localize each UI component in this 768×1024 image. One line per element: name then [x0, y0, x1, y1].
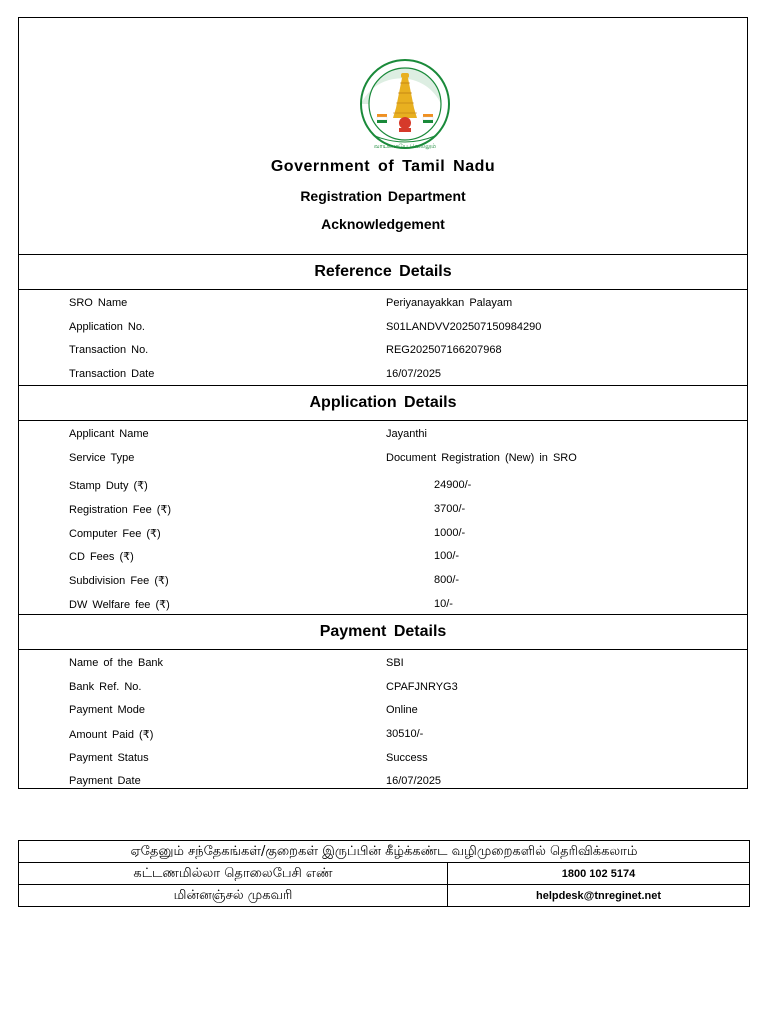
fee-value: 3700/-	[434, 503, 466, 516]
fee-row-computer-fee	[19, 522, 747, 546]
reference-details-body	[19, 290, 747, 386]
field-value: S01LANDVV202507150984290	[386, 320, 542, 333]
reference-details-heading: Reference Details	[19, 255, 747, 290]
field-label: Payment Mode	[69, 704, 145, 717]
field-value: 16/07/2025	[386, 775, 442, 788]
fee-label: CD Fees (₹)	[69, 551, 134, 564]
payment-row-bank-ref	[19, 676, 747, 700]
reference-row-application-no	[19, 316, 747, 340]
field-label: Applicant Name	[69, 428, 149, 440]
field-value: Success	[386, 751, 428, 764]
application-row-applicant-name	[19, 423, 747, 447]
field-label: Payment Status	[69, 751, 149, 764]
fee-label: Computer Fee (₹)	[69, 527, 161, 540]
field-label: Application No.	[69, 320, 145, 333]
email-value[interactable]: helpdesk@tnreginet.net	[448, 885, 750, 907]
field-value: REG202507166207968	[386, 344, 502, 357]
field-value: Document Registration (New) in SRO	[386, 451, 577, 464]
payment-row-payment-status	[19, 747, 747, 771]
fee-row-subdivision-fee	[19, 569, 747, 593]
reference-row-transaction-date	[19, 363, 747, 387]
payment-row-bank-name	[19, 652, 747, 676]
fee-label: DW Welfare fee (₹)	[69, 598, 170, 611]
field-value: SBI	[386, 657, 404, 669]
acknowledgement-title: Acknowledgement	[321, 216, 445, 232]
application-details-body	[19, 421, 747, 615]
document-header	[19, 18, 747, 255]
contact-notice-row	[19, 841, 750, 863]
payment-row-payment-mode	[19, 699, 747, 723]
field-value: CPAFJNRYG3	[386, 680, 458, 693]
field-label: Transaction No.	[69, 344, 149, 357]
payment-row-amount-paid	[19, 723, 747, 747]
field-label: Amount Paid (₹)	[69, 729, 154, 742]
department-title: Registration Department	[300, 188, 466, 204]
fee-value: 10/-	[434, 597, 453, 610]
fee-label: Registration Fee (₹)	[69, 504, 172, 517]
fee-value: 24900/-	[434, 479, 472, 492]
phone-label: கட்டணமில்லா தொலைபேசி எண்	[19, 863, 448, 885]
government-title: Government of Tamil Nadu	[270, 158, 496, 175]
fee-value: 100/-	[434, 550, 460, 563]
phone-value: 1800 102 5174	[448, 863, 750, 885]
fee-row-registration-fee	[19, 498, 747, 522]
payment-details-body	[19, 650, 747, 790]
field-value: Periyanayakkan Palayam	[386, 297, 513, 309]
application-details-heading: Application Details	[19, 386, 747, 421]
field-value: Online	[386, 704, 418, 717]
fee-value: 800/-	[434, 574, 460, 587]
field-value: 16/07/2025	[386, 368, 442, 381]
contact-phone-row	[19, 863, 750, 885]
contact-notice: ஏதேனும் சந்தேகங்கள்/குறைகள் இருப்பின் கீழ்க்கண்ட வழிமுறைகளில் தெரிவிக்கலாம்	[19, 841, 750, 863]
field-label: Bank Ref. No.	[69, 680, 142, 693]
reference-row-transaction-no	[19, 339, 747, 363]
fee-row-stamp-duty	[19, 474, 747, 498]
field-label: Payment Date	[69, 775, 141, 788]
application-row-service-type	[19, 447, 747, 471]
payment-row-payment-date	[19, 770, 747, 794]
field-label: Transaction Date	[69, 368, 155, 381]
emblem-motto: வாய்மையே வெல்லும்	[373, 143, 437, 150]
fee-row-dw-welfare-fee	[19, 593, 747, 617]
payment-details-heading: Payment Details	[19, 615, 747, 650]
reference-row-sro-name	[19, 292, 747, 316]
field-label: Service Type	[69, 451, 135, 464]
contact-email-row	[19, 885, 750, 907]
fee-label: Subdivision Fee (₹)	[69, 575, 169, 588]
field-value: Jayanthi	[386, 428, 427, 440]
email-label: மின்னஞ்சல் முகவரி	[19, 885, 448, 907]
field-label: SRO Name	[69, 297, 128, 309]
fee-value: 1000/-	[434, 526, 466, 539]
field-label: Name of the Bank	[69, 657, 164, 669]
acknowledgement-document	[18, 17, 748, 789]
helpdesk-contact-table	[18, 840, 750, 907]
field-value: 30510/-	[386, 728, 424, 741]
fee-label: Stamp Duty (₹)	[69, 480, 148, 493]
tamil-nadu-emblem-icon	[355, 56, 455, 156]
fee-row-cd-fees	[19, 545, 747, 569]
